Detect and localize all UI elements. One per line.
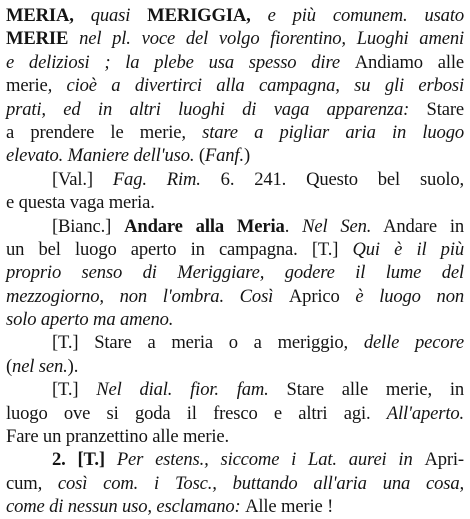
italic-text: proprio senso di Meriggiare, godere il lume del [6,262,464,284]
roman-text: a prendere le merie [6,121,182,143]
entry-line [6,74,464,97]
headword-text: Andare alla Meria [124,215,285,237]
italic-text: , così com. i Tosc., buttando all'aria una cosa, [37,472,464,494]
italic-text: mezzogiorno, non l'ombra. Così [6,285,289,307]
entry-line [6,355,464,378]
italic-text: è luogo non [339,285,464,307]
italic-text: Nel dial. fior. fam. [96,379,269,401]
roman-text: ) [243,145,250,167]
italic-text: All'aperto. [386,402,464,424]
roman-text: e questa vaga meria. [6,192,155,214]
entry-line [6,168,464,191]
entry-line [6,448,464,471]
entry-line [6,121,464,144]
italic-text: quasi [73,5,148,26]
roman-text: Andiamo alle [354,51,464,73]
roman-text: Apri- [424,449,464,471]
entry-line [6,308,464,331]
italic-text: , stare a pigliar aria in luogo [181,121,464,143]
entry-line [6,378,464,401]
roman-text: luogo ove si goda il fresco e altri agi. [6,402,387,424]
headword-text: MERIGGIA, [147,5,251,26]
italic-text: delle pecore [363,332,464,354]
roman-text: Fare un pranzettino alle merie. [6,426,230,448]
entry-line [6,402,464,425]
entry-line [6,215,464,238]
italic-text: e più comunem. usato [250,5,464,26]
roman-text: ). [67,355,79,377]
roman-text: [Bianc.] [52,215,125,237]
roman-text: [T.] [52,379,97,401]
italic-text: e deliziosi ; la plebe usa spesso dire [6,51,355,73]
entry-line [6,51,464,74]
italic-text: nel pl. voce del volgo fiorentino, Luoghi ameni [68,28,464,50]
italic-text: solo aperto ma ameno. [6,309,174,331]
entry-line [6,27,464,50]
roman-text: . [284,215,303,237]
headword-text: MERIA, [6,5,74,26]
roman-text: [Val.] [52,168,113,190]
roman-text: Andare in [371,215,465,237]
italic-text: prati, ed in altri luoghi di vaga apparenza: [6,98,427,120]
entry-line [6,495,464,518]
entry-line [6,144,464,167]
roman-text: [T.] Stare a meria o a meriggio, [52,332,364,354]
italic-text: Fanf. [204,145,244,167]
italic-text: elevato. Maniere dell'uso. [6,145,199,167]
italic-text: Nel Sen. [302,215,372,237]
entry-line [6,425,464,448]
roman-text: Alle merie ! [245,496,334,518]
roman-text: ( [6,355,13,377]
italic-text: , cioè a divertirci alla campagna, su gli erbosi [47,75,464,97]
entry-line [6,238,464,261]
entry-line [6,4,464,27]
dictionary-entry [6,4,464,519]
entry-line [6,331,464,354]
roman-text: ( [198,145,205,167]
roman-text: Aprico [288,285,340,307]
roman-text: un bel luogo aperto in campagna. [T.] [6,238,353,260]
headword-text: MERIE [6,28,69,50]
italic-text: Fag. Rim. [112,168,201,190]
roman-text: Stare [426,98,464,120]
italic-text: come di nessun uso, esclamano: [6,496,246,518]
entry-line [6,472,464,495]
italic-text: nel sen. [12,355,68,377]
roman-text: 6. 241. Questo bel suolo, [200,168,465,190]
roman-text: cum [6,472,38,494]
entry-line [6,261,464,284]
italic-text: Qui è il più [352,238,464,260]
entry-line [6,191,464,214]
roman-text: merie [6,75,48,97]
italic-text: Per estens., siccome i Lat. aurei in [116,449,425,471]
headword-text: 2. [T.] [52,449,117,471]
entry-line [6,285,464,308]
roman-text: Stare alle merie, in [268,379,464,401]
entry-line [6,98,464,121]
